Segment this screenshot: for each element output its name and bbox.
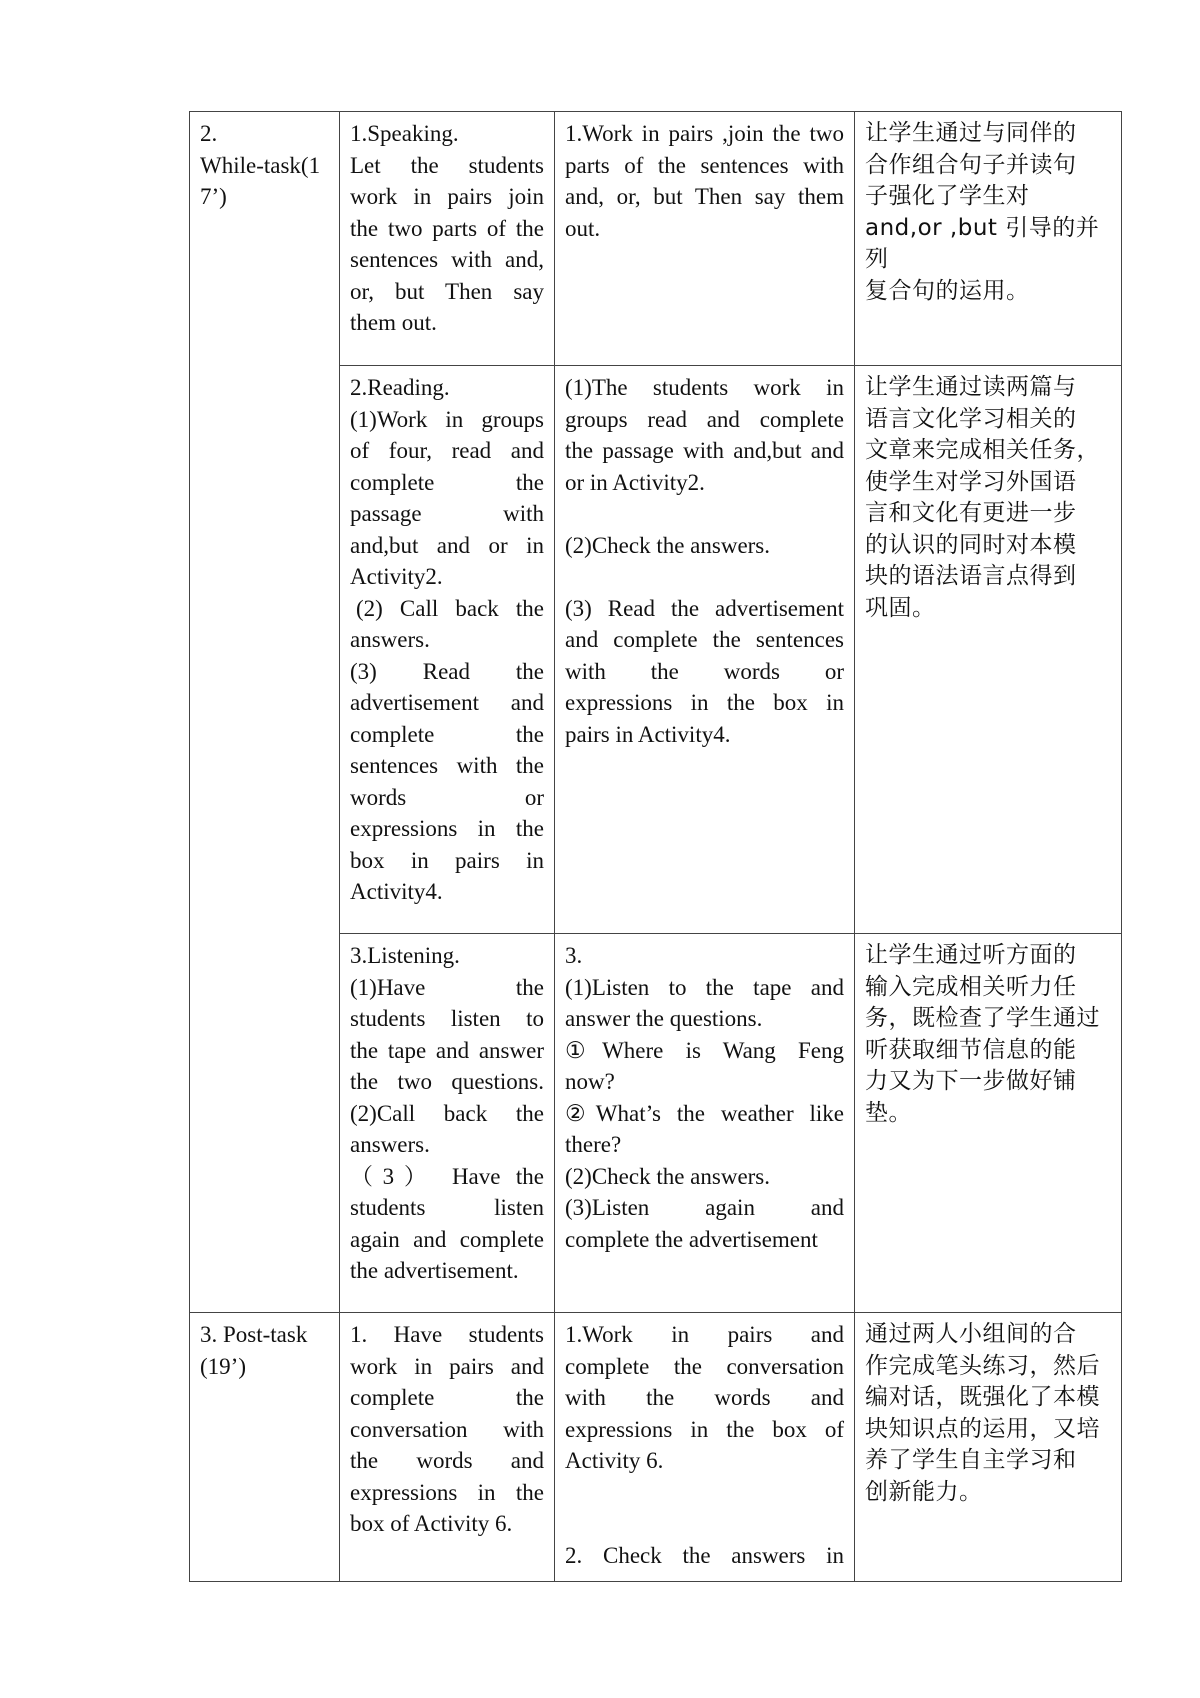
student-activity-cell: 1.Work in pairs and complete the conversation with the words and expressions in the box of Activity 6. 2. Check the answers in [555,1313,855,1582]
teacher-activity-cell: 1.Speaking. Let the students work in pairs join the two parts of the sentences with and, or, but Then say them out. [340,112,555,366]
student-activity-cell: 3. (1)Listen to the tape and answer the questions. ①Where is Wang Feng now? ②What’s the weather like there? (2)Check the answers. (3)Listen again and complete the advertisement [555,934,855,1313]
teacher-activity-cell: 3.Listening. (1)Have the students listen to the tape and answer the two questions. (2)Call back the answers. （3） Have the students listen again and complete the advertisement. [340,934,555,1313]
table-row [190,112,1122,366]
student-activity-cell: (1)The students work in groups read and complete the passage with and,but and or in Activity2. (2)Check the answers. (3) Read the advertisement and complete the sentences with the words or expressions in the box in pairs in Activity4. [555,366,855,934]
purpose-cell: 通过两人小组间的合 作完成笔头练习，然后 编对话，既强化了本模 块知识点的运用，又培 养了学生自主学习和 创新能力。 [855,1313,1122,1582]
purpose-cell: 让学生通过读两篇与 语言文化学习相关的 文章来完成相关任务， 使学生对学习外国语 言和文化有更进一步 的认识的同时对本模 块的语法语言点得到 巩固。 [855,366,1122,934]
student-activity-cell: 1.Work in pairs ,join the two parts of the sentences with and, or, but Then say them out. [555,112,855,366]
table-row [190,1313,1122,1582]
italic-line: sentences with and, [350,247,544,272]
stage-cell: 2. While-task(1 7’) [190,112,340,1313]
purpose-cell: 让学生通过听方面的 输入完成相关听力任 务，既检查了学生通过 听获取细节信息的能 力又为下一步做好铺 垫。 [855,934,1122,1313]
purpose-cell: 让学生通过与同伴的 合作组合句子并读句 子强化了学生对 and,or ,but 引导的并列 复合句的运用。 [855,112,1122,366]
stage-cell: 3. Post-task (19’) [190,1313,340,1582]
lesson-plan-table [189,111,1122,1582]
teacher-activity-cell: 1. Have students work in pairs and complete the conversation with the words and expressions in the box of Activity 6. [340,1313,555,1582]
teacher-activity-cell: 2.Reading. (1)Work in groups of four, read and complete the passage with and,but and or in Activity2. (2) Call back the answers. (3) Read the advertisement and complete the sentences with the words or expressions in the box in pairs in Activity4. [340,366,555,934]
